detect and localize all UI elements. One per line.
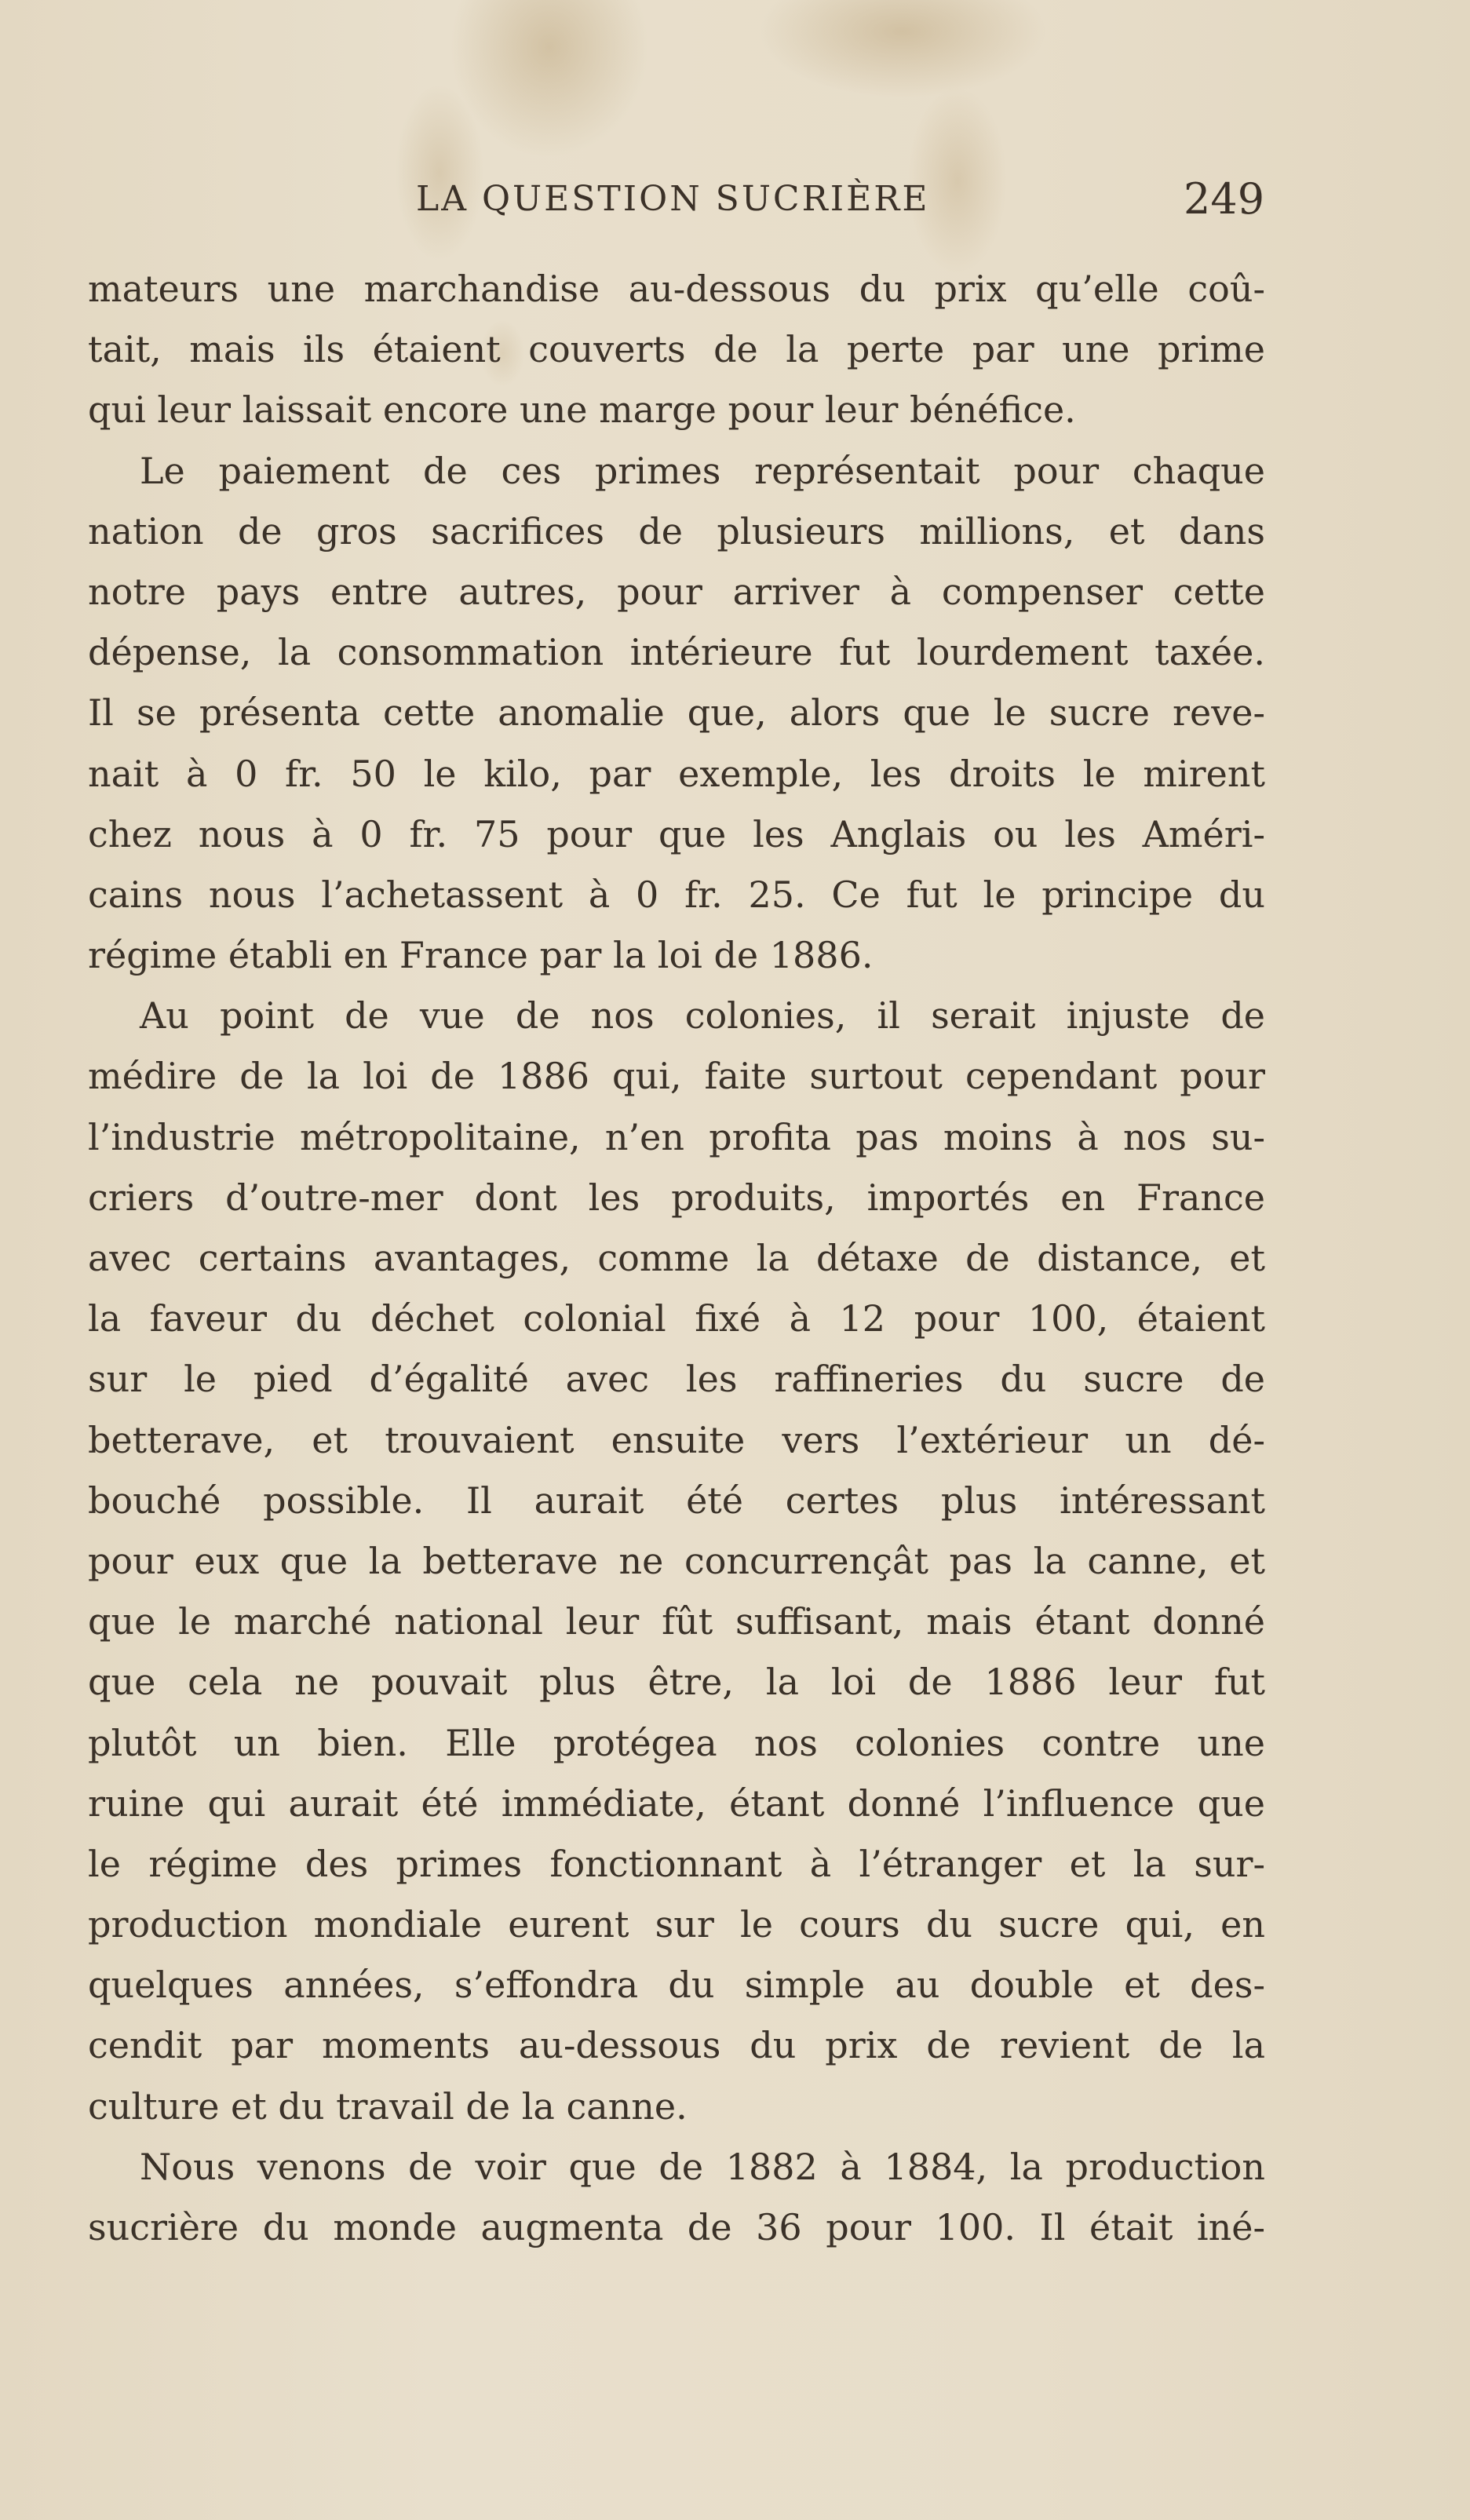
text-line: production mondiale eurent sur le cours du sucre qui, en xyxy=(88,1903,1265,1946)
text-line: que le marché national leur fût suffisant, mais étant donné xyxy=(88,1600,1265,1643)
text-line: la faveur du déchet colonial fixé à 12 pour 100, étaient xyxy=(88,1297,1265,1340)
text-line: betterave, et trouvaient ensuite vers l’extérieur un dé- xyxy=(88,1418,1265,1461)
text-line: qui leur laissait encore une marge pour leur bénéfice. xyxy=(88,388,1076,432)
text-line: cains nous l’achetassent à 0 fr. 25. Ce fut le principe du xyxy=(88,873,1265,916)
page-number: 249 xyxy=(1184,174,1265,224)
text-line: ruine qui aurait été immédiate, étant donné l’influence que xyxy=(88,1782,1265,1825)
text-line: Il se présenta cette anomalie que, alors que le sucre reve- xyxy=(88,691,1265,735)
paragraph-first-line: Le paiement de ces primes représentait pour chaque xyxy=(140,449,1265,492)
running-title: LA QUESTION SUCRIÈRE xyxy=(416,179,930,219)
body-text xyxy=(88,259,1265,2258)
text-line: nait à 0 fr. 50 le kilo, par exemple, les droits le mirent xyxy=(88,752,1265,795)
text-line: notre pays entre autres, pour arriver à compenser cette xyxy=(88,570,1265,613)
text-line: chez nous à 0 fr. 75 pour que les Anglais ou les Améri- xyxy=(88,812,1265,855)
text-line: que cela ne pouvait plus être, la loi de 1886 leur fut xyxy=(88,1661,1265,1704)
text-line: tait, mais ils étaient couverts de la perte par une prime xyxy=(88,328,1265,371)
paragraph-first-line: Au point de vue de nos colonies, il serait injuste de xyxy=(140,994,1265,1038)
text-line: sucrière du monde augmenta de 36 pour 100. Il était iné- xyxy=(88,2206,1265,2248)
text-line: culture et du travail de la canne. xyxy=(88,2084,688,2128)
text-line: sur le pied d’égalité avec les raffineries du sucre de xyxy=(88,1358,1265,1401)
text-line: bouché possible. Il aurait été certes plus intéressant xyxy=(88,1479,1265,1522)
text-line: pour eux que la betterave ne concurrençât pas la canne, et xyxy=(88,1539,1265,1582)
text-line: le régime des primes fonctionnant à l’étranger et la sur- xyxy=(88,1842,1265,1885)
text-line: quelques années, s’effondra du simple au double et des- xyxy=(88,1964,1265,2007)
text-line: nation de gros sacrifices de plusieurs millions, et dans xyxy=(88,509,1265,553)
text-line: cendit par moments au-dessous du prix de revient de la xyxy=(88,2024,1265,2067)
text-line: l’industrie métropolitaine, n’en profita pas moins à nos su- xyxy=(88,1115,1265,1158)
text-line: dépense, la consommation intérieure fut lourdement taxée. xyxy=(88,631,1265,674)
text-line: plutôt un bien. Elle protégea nos colonies contre une xyxy=(88,1721,1265,1764)
text-line: régime établi en France par la loi de 1886. xyxy=(88,934,874,977)
text-line: criers d’outre-mer dont les produits, importés en France xyxy=(88,1176,1265,1219)
running-header xyxy=(0,174,1470,226)
text-line: médire de la loi de 1886 qui, faite surtout cependant pour xyxy=(88,1055,1265,1098)
text-line: avec certains avantages, comme la détaxe de distance, et xyxy=(88,1237,1265,1279)
text-line: mateurs une marchandise au-dessous du prix qu’elle coû- xyxy=(88,268,1265,310)
paragraph-first-line: Nous venons de voir que de 1882 à 1884, la production xyxy=(140,2145,1265,2188)
